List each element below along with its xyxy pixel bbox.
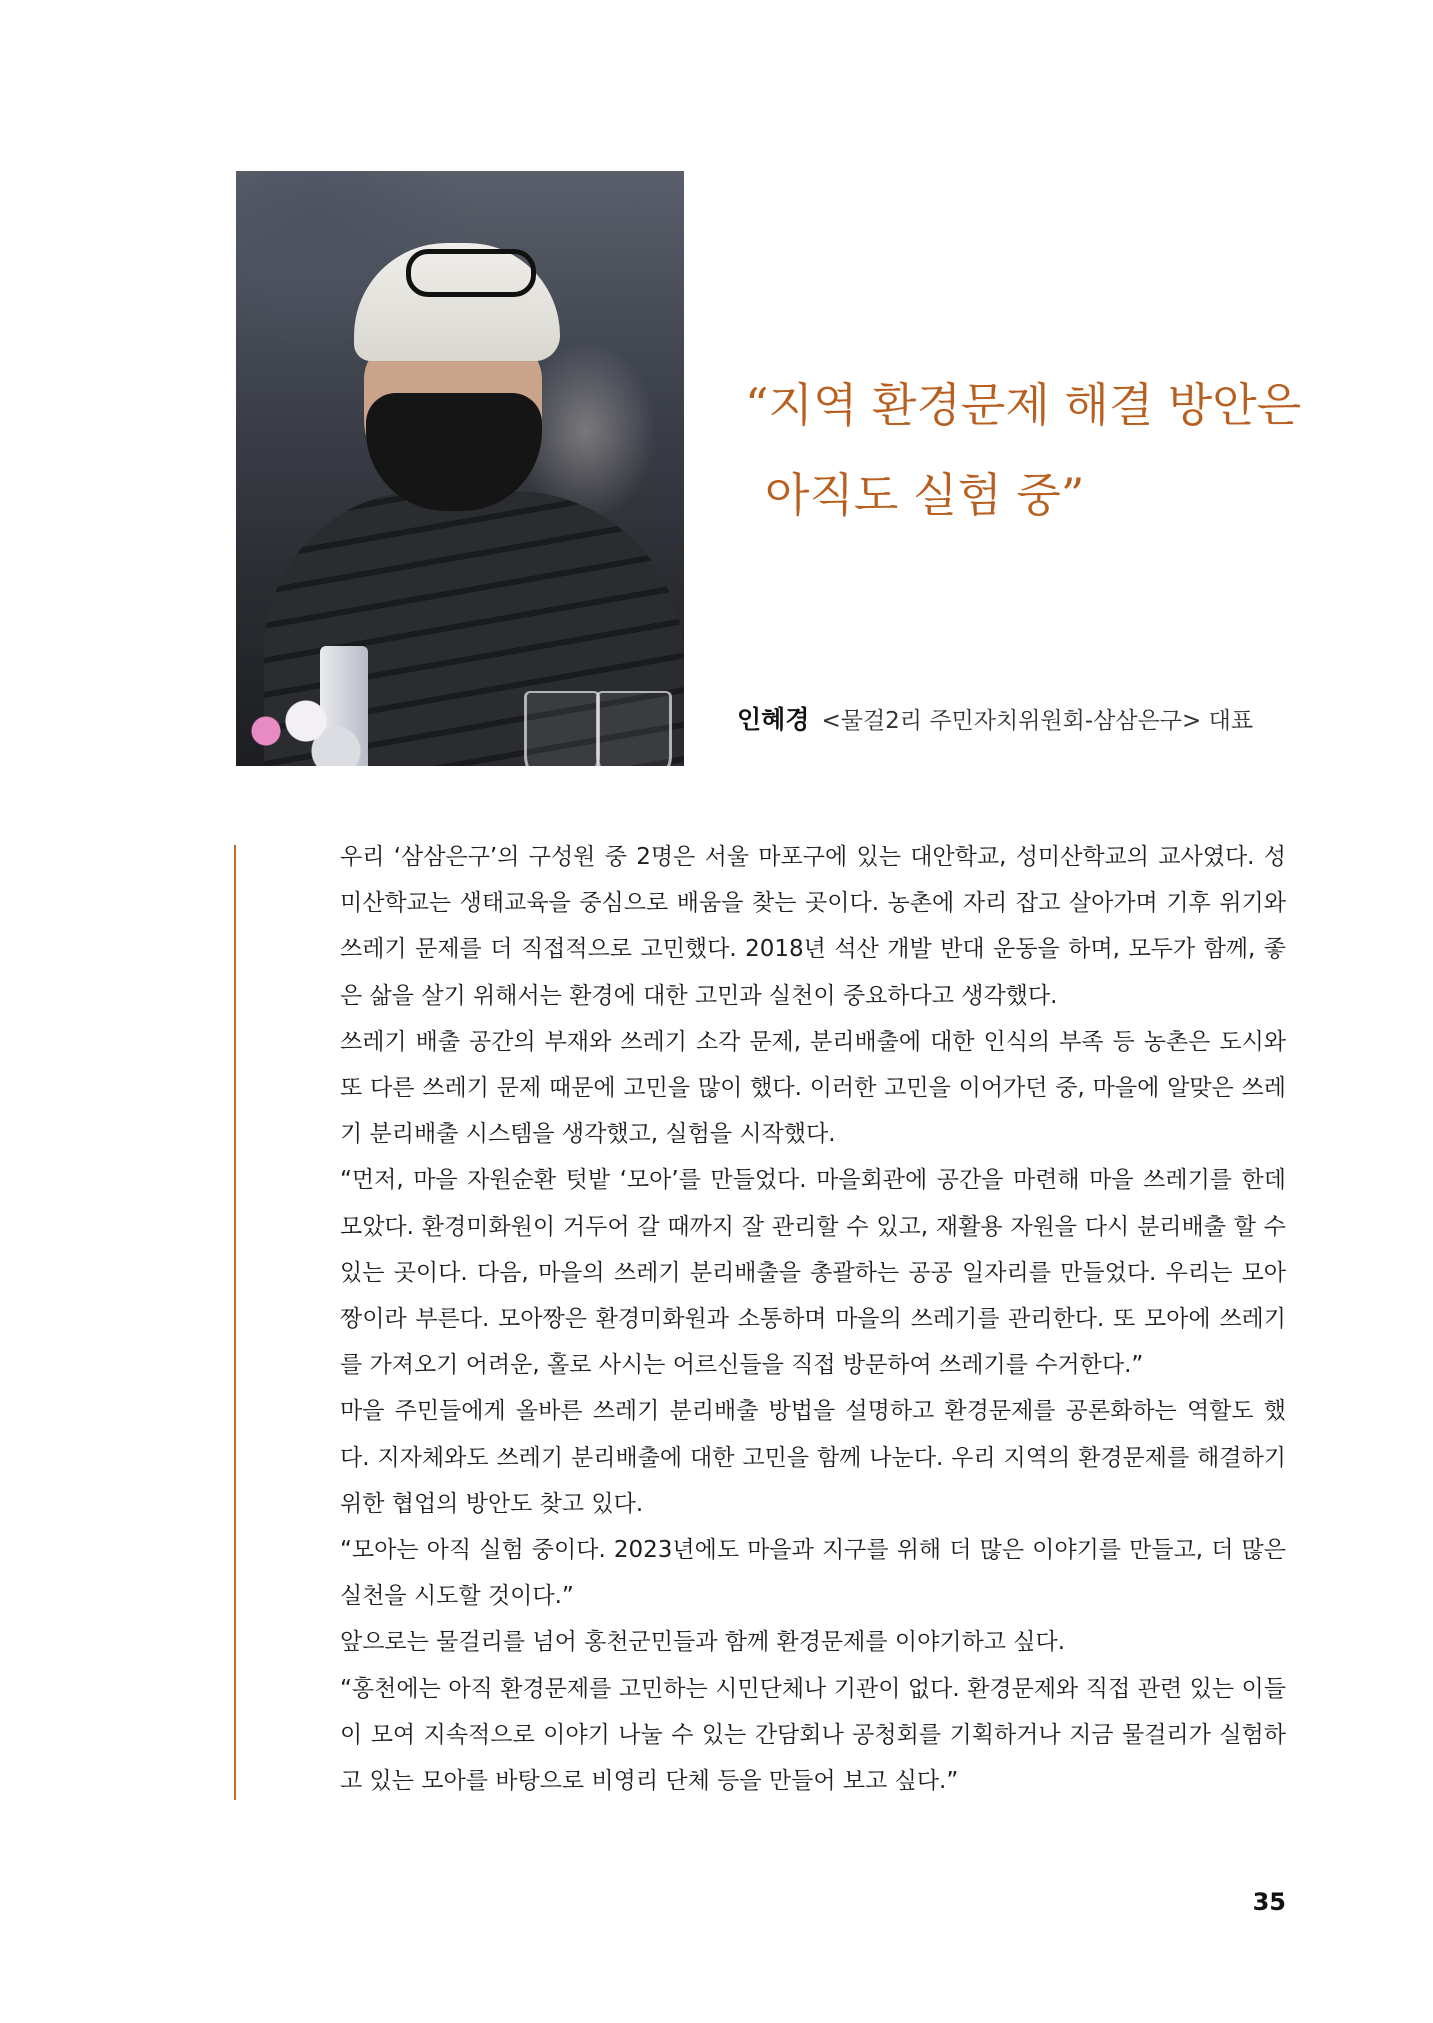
byline-affiliation: <물걸2리 주민자치위원회-삼삼은구> 대표: [821, 708, 1254, 734]
byline-name: 인혜경: [737, 705, 810, 734]
photo-wineglass-shape: [596, 691, 672, 766]
headline-line-1: “지역 환경문제 해결 방안은: [745, 378, 1302, 432]
photo-wineglass-shape: [524, 691, 600, 766]
photo-glasses-shape: [406, 249, 536, 297]
paragraph: 마을 주민들에게 올바른 쓰레기 분리배출 방법을 설명하고 환경문제를 공론화하는 역할도 했다. 지자체와도 쓰레기 분리배출에 대한 고민을 함께 나눈다. 우리 지역의 환경문제를 해결하기 위한 협업의 방안도 찾고 있다.: [340, 1398, 1286, 1517]
paragraph: 쓰레기 배출 공간의 부재와 쓰레기 소각 문제, 분리배출에 대한 인식의 부족 등 농촌은 도시와 또 다른 쓰레기 문제 때문에 고민을 많이 했다. 이러한 고민을 이어가던 중, 마을에 알맞은 쓰레기 분리배출 시스템을 생각했고, 실험을 시작했다.: [340, 1028, 1286, 1148]
accent-rule: [234, 845, 236, 1800]
headline-line-2: 아직도 실험 중”: [765, 468, 1085, 522]
photo-flowers-shape: [236, 691, 376, 766]
paragraph: “모아는 아직 실험 중이다. 2023년에도 마을과 지구를 위해 더 많은 이야기를 만들고, 더 많은 실천을 시도할 것이다.”: [340, 1537, 1286, 1610]
paragraph: “먼저, 마을 자원순환 텃밭 ‘모아’를 만들었다. 마을회관에 공간을 마련해 마을 쓰레기를 한데 모았다. 환경미화원이 거두어 갈 때까지 잘 관리할 수 있고, 재활용 자원을 다시 분리배출 할 수 있는 곳이다. 다음, 마을의 쓰레기 분리배출을 총괄하는 공공 일자리를 만들었다. 우리는 모아짱이라 부른다. 모아짱은 환경미화원과 소통하며 마을의 쓰레기를 관리한다. 또 모아에 쓰레기를 가져오기 어려운, 홀로 사시는 어르신들을 직접 방문하여 쓰레기를 수거한다.”: [340, 1167, 1286, 1379]
article-body: [340, 834, 1286, 1804]
page-number: 35: [1252, 1888, 1286, 1916]
portrait-photo: [236, 171, 684, 766]
headline: [745, 360, 1345, 540]
byline: [737, 700, 1253, 736]
paragraph: “홍천에는 아직 환경문제를 고민하는 시민단체나 기관이 없다. 환경문제와 직접 관련 있는 이들이 모여 지속적으로 이야기 나눌 수 있는 간담회나 공청회를 기획하거나 지금 물걸리가 실험하고 있는 모아를 바탕으로 비영리 단체 등을 만들어 보고 싶다.”: [340, 1675, 1286, 1795]
paragraph: 우리 ‘삼삼은구’의 구성원 중 2명은 서울 마포구에 있는 대안학교, 성미산학교의 교사였다. 성미산학교는 생태교육을 중심으로 배움을 찾는 곳이다. 농촌에 자리 잡고 살아가며 기후 위기와 쓰레기 문제를 더 직접적으로 고민했다. 2018년 석산 개발 반대 운동을 하며, 모두가 함께, 좋은 삶을 살기 위해서는 환경에 대한 고민과 실천이 중요하다고 생각했다.: [340, 844, 1286, 1009]
paragraph: 앞으로는 물걸리를 넘어 홍천군민들과 함께 환경문제를 이야기하고 싶다.: [340, 1629, 1066, 1656]
